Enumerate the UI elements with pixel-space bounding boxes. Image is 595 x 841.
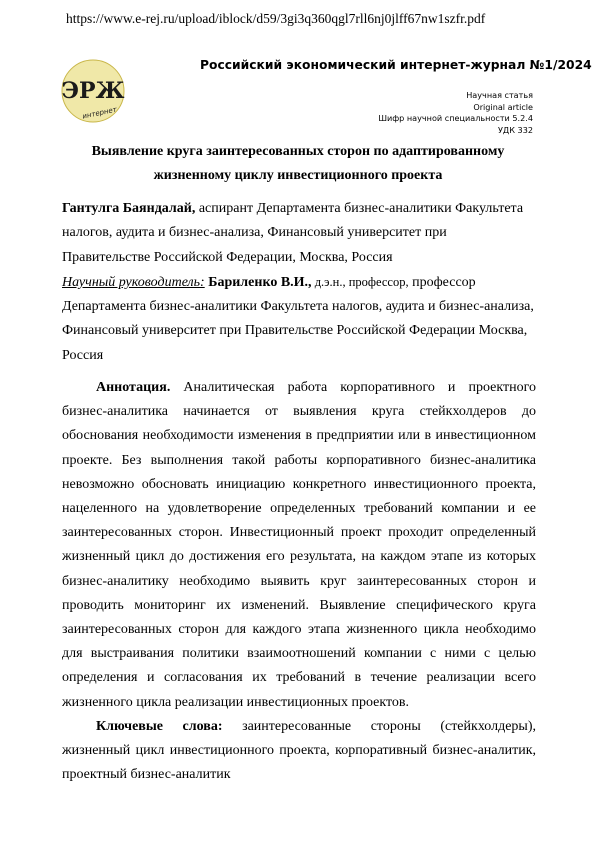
logo-caption: интернет bbox=[81, 105, 118, 121]
article-body bbox=[62, 376, 536, 787]
journal-title: Российский экономический интернет-журнал №1/2024 bbox=[200, 58, 592, 72]
author-name: Гантулга Баяндалай, bbox=[62, 201, 196, 216]
keywords-paragraph bbox=[62, 715, 536, 788]
abstract-text: Аналитическая работа корпоративного и проектного бизнес-аналитика начинается от выявления круга стейкхолдеров до обоснования необходимости изменения в предприятии или в инвестиционном проекте. Без выполнения такой работы корпоративного бизнес-аналитика невозможно обосновать инициацию конкретного инвестиционного проекта, нацеленного на удовлетворение определенных требований компании и ее заинтересованных сторон. Инвестиционный проект проходит определенный жизненный цикл до достижения его результата, на каждом этапе из которых бизнес-аналитику необходимо выявить круг заинтересованных сторон и проводить мониторинг их изменений. Выявление специфического круга заинтересованных сторон для каждого этапа жизненного цикла необходимо для выстраивания политики взаимоотношений компании с ними с целью определения и согласования их требований в течение реализации всего жизненного цикла реализации инвестиционных проектов. bbox=[62, 380, 536, 710]
author-affiliation: аспирант Департамента бизнес-аналитики Факультета налогов, аудита и бизнес-анализа, Финансовый университет при Правительстве Российской Федерации, Москва, Россия bbox=[62, 201, 524, 265]
supervisor-label: Научный руководитель: bbox=[62, 274, 205, 290]
document-url[interactable]: https://www.e-rej.ru/upload/iblock/d59/3gi3q360qgl7rll6nj0jlff67nw1szfr.pdf bbox=[66, 11, 486, 26]
keywords-label: Ключевые слова: bbox=[96, 718, 223, 734]
author-info bbox=[62, 197, 536, 270]
logo-letters: ЭРЖ bbox=[61, 78, 125, 104]
supervisor-affiliation: профессор Департамента бизнес-аналитики Факультета налогов, аудита и бизнес-анализа, Финансовый университет при Правительстве Российской Федерации Москва, Россия bbox=[62, 274, 534, 363]
supervisor-info bbox=[62, 270, 536, 368]
abstract-label: Аннотация. bbox=[96, 380, 171, 395]
article-type: Научная статья bbox=[466, 90, 533, 100]
article-type-en: Original article bbox=[473, 101, 533, 112]
udc-code: УДК 332 bbox=[497, 124, 533, 135]
journal-logo bbox=[60, 58, 126, 124]
keywords-text: заинтересованные стороны (стейкхолдеры), жизненный цикл инвестиционного проекта, корпоративный бизнес-аналитик, проектный бизнес-аналитик bbox=[62, 718, 536, 783]
supervisor-name: Бариленко В.И., bbox=[204, 274, 312, 290]
article-title: Выявление круга заинтересованных сторон по адаптированному жизненному циклу инвестиционного проекта bbox=[91, 144, 505, 183]
specialty-code: Шифр научной специальности 5.2.4 bbox=[378, 113, 533, 123]
authors-block bbox=[62, 197, 536, 368]
supervisor-degree: д.э.н., профессор, bbox=[311, 274, 409, 289]
article-meta bbox=[378, 90, 533, 136]
abstract-paragraph bbox=[62, 376, 536, 715]
